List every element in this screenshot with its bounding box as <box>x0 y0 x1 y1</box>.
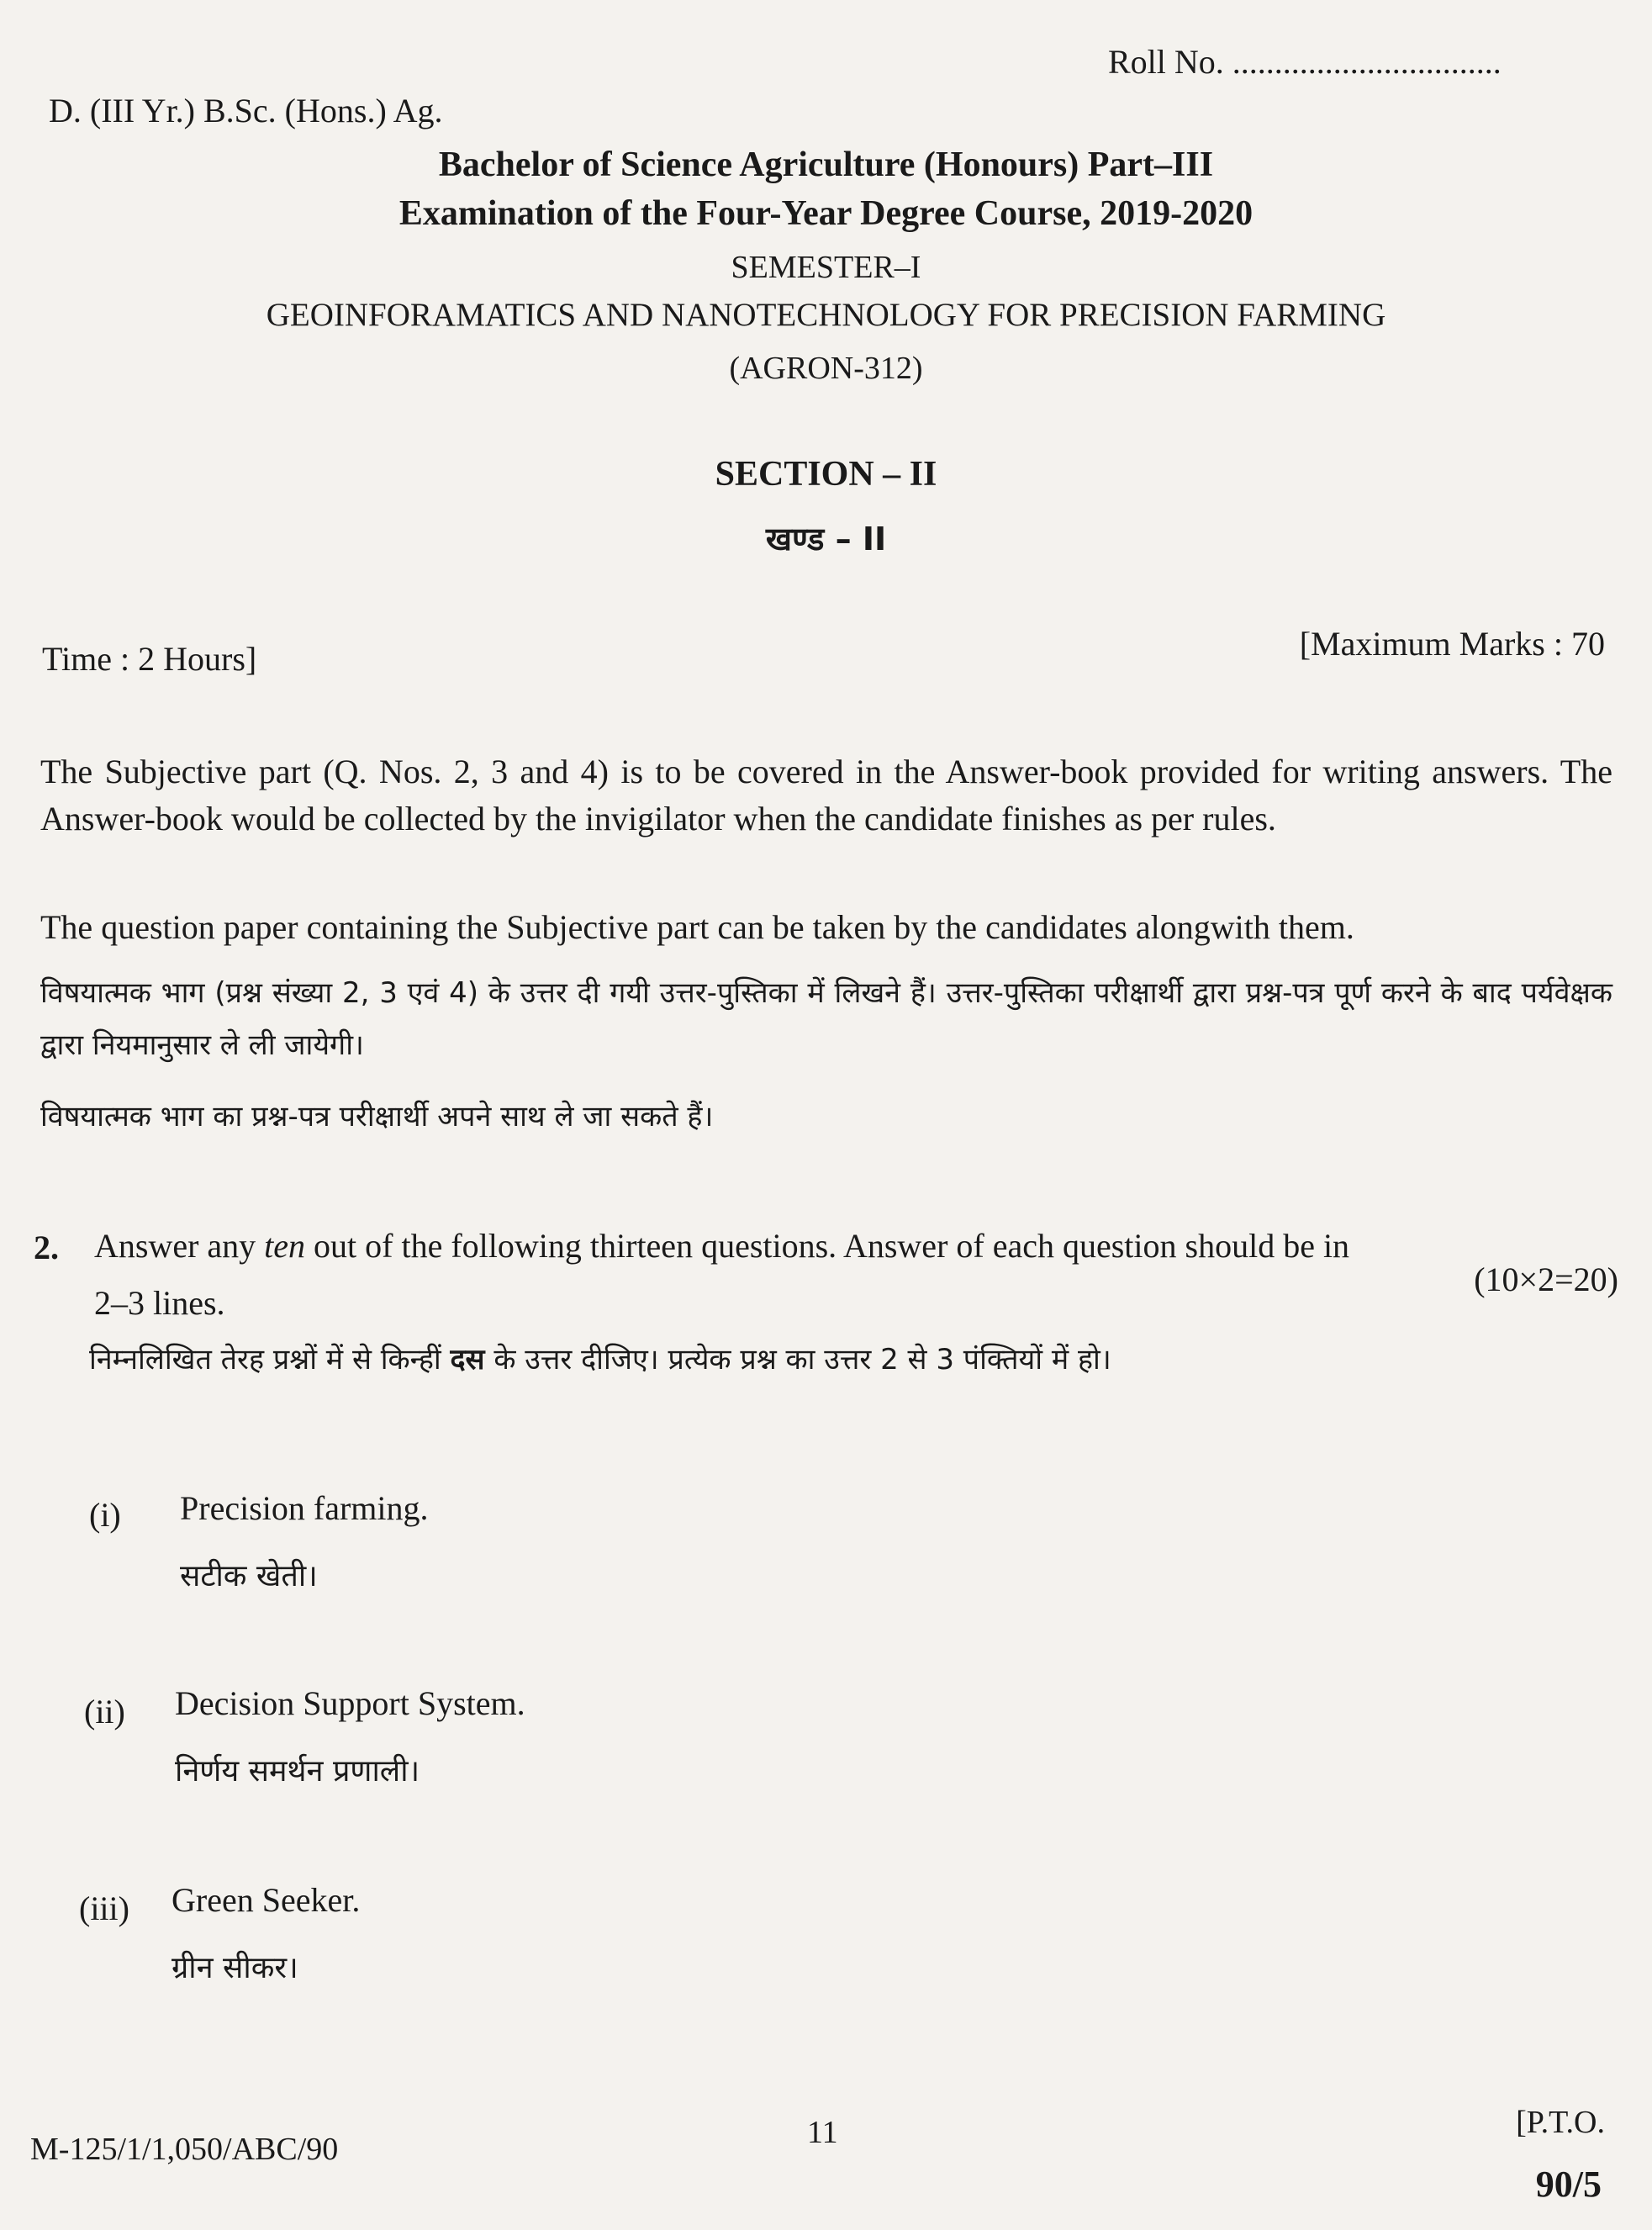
item-text-hi: निर्णय समर्थन प्रणाली। <box>175 1754 420 1789</box>
question-text-hi-bold: दस <box>450 1343 485 1377</box>
exam-title-line2: Examination of the Four-Year Degree Course, 2019-2020 <box>398 194 1254 233</box>
item-text-en: Decision Support System. <box>175 1684 525 1722</box>
paper-code-footer: 90/5 <box>1535 2164 1602 2205</box>
question-number: 2. <box>34 1229 59 1266</box>
instruction-en-1: The Subjective part (Q. Nos. 2, 3 and 4) is to be covered in the Answer-book provided for writing answers. The Answer-book would be collected by the invigilator when the candidate finishes as per rules. <box>40 753 1612 838</box>
semester-label: SEMESTER–I <box>731 250 921 285</box>
question-text-hi-post: के उत्तर दीजिए। प्रत्येक प्रश्न का उत्तर 2 से 3 पंक्तियों में हो। <box>484 1343 1111 1377</box>
section-heading-en: SECTION – II <box>715 455 937 494</box>
section-heading-hi: खण्ड – II <box>765 521 887 558</box>
question-text-post: out of the following thirteen questions. Answer of each question should be in <box>305 1227 1350 1265</box>
exam-time: Time : 2 Hours] <box>42 640 257 678</box>
item-label: (ii) <box>84 1693 125 1731</box>
question-text <box>94 1226 1624 1266</box>
please-turn-over: [P.T.O. <box>1516 2105 1605 2140</box>
subject-title: GEOINFORAMATICS AND NANOTECHNOLOGY FOR PRECISION FARMING <box>266 297 1386 333</box>
item-text-hi: ग्रीन सीकर। <box>172 1951 298 1985</box>
item-text-en: Precision farming. <box>180 1489 429 1527</box>
maximum-marks: [Maximum Marks : 70 <box>1299 625 1605 663</box>
question-text-hi-pre: निम्नलिखित तेरह प्रश्नों में से किन्हीं <box>89 1343 451 1377</box>
roll-number-field: Roll No. ................................ <box>1108 43 1502 81</box>
item-label: (i) <box>89 1496 121 1534</box>
instruction-hi-1: विषयात्मक भाग (प्रश्न संख्या 2, 3 एवं 4) के उत्तर दी गयी उत्तर-पुस्तिका में लिखने हैं। उत्तर-पुस्तिका परीक्षार्थी द्वारा प्रश्न-पत्र पूर्ण करने के बाद पर्यवेक्षक द्वारा नियमानुसार ले ली जायेगी। <box>40 976 1612 1062</box>
exam-title-line1: Bachelor of Science Agriculture (Honours) Part–III <box>438 145 1214 184</box>
page-number: 11 <box>807 2115 838 2150</box>
paper-code: (AGRON-312) <box>729 351 923 386</box>
question-marks: (10×2=20) <box>1474 1260 1618 1298</box>
paper-id: M-125/1/1,050/ABC/90 <box>30 2132 339 2167</box>
item-text-en: Green Seeker. <box>172 1881 361 1919</box>
question-text-line2: 2–3 lines. <box>94 1284 225 1322</box>
course-code: D. (III Yr.) B.Sc. (Hons.) Ag. <box>49 92 443 129</box>
instruction-hi-2: विषयात्मक भाग का प्रश्न-पत्र परीक्षार्थी अपने साथ ले जा सकते हैं। <box>40 1100 714 1133</box>
question-text-emphasis: ten <box>264 1227 306 1265</box>
item-label: (iii) <box>79 1889 129 1927</box>
instruction-en-2: The question paper containing the Subjective part can be taken by the candidates alongwith them. <box>40 908 1354 946</box>
question-text-hi <box>89 1339 1111 1377</box>
item-text-hi: सटीक खेती। <box>180 1559 318 1593</box>
question-text-pre: Answer any <box>94 1227 265 1265</box>
